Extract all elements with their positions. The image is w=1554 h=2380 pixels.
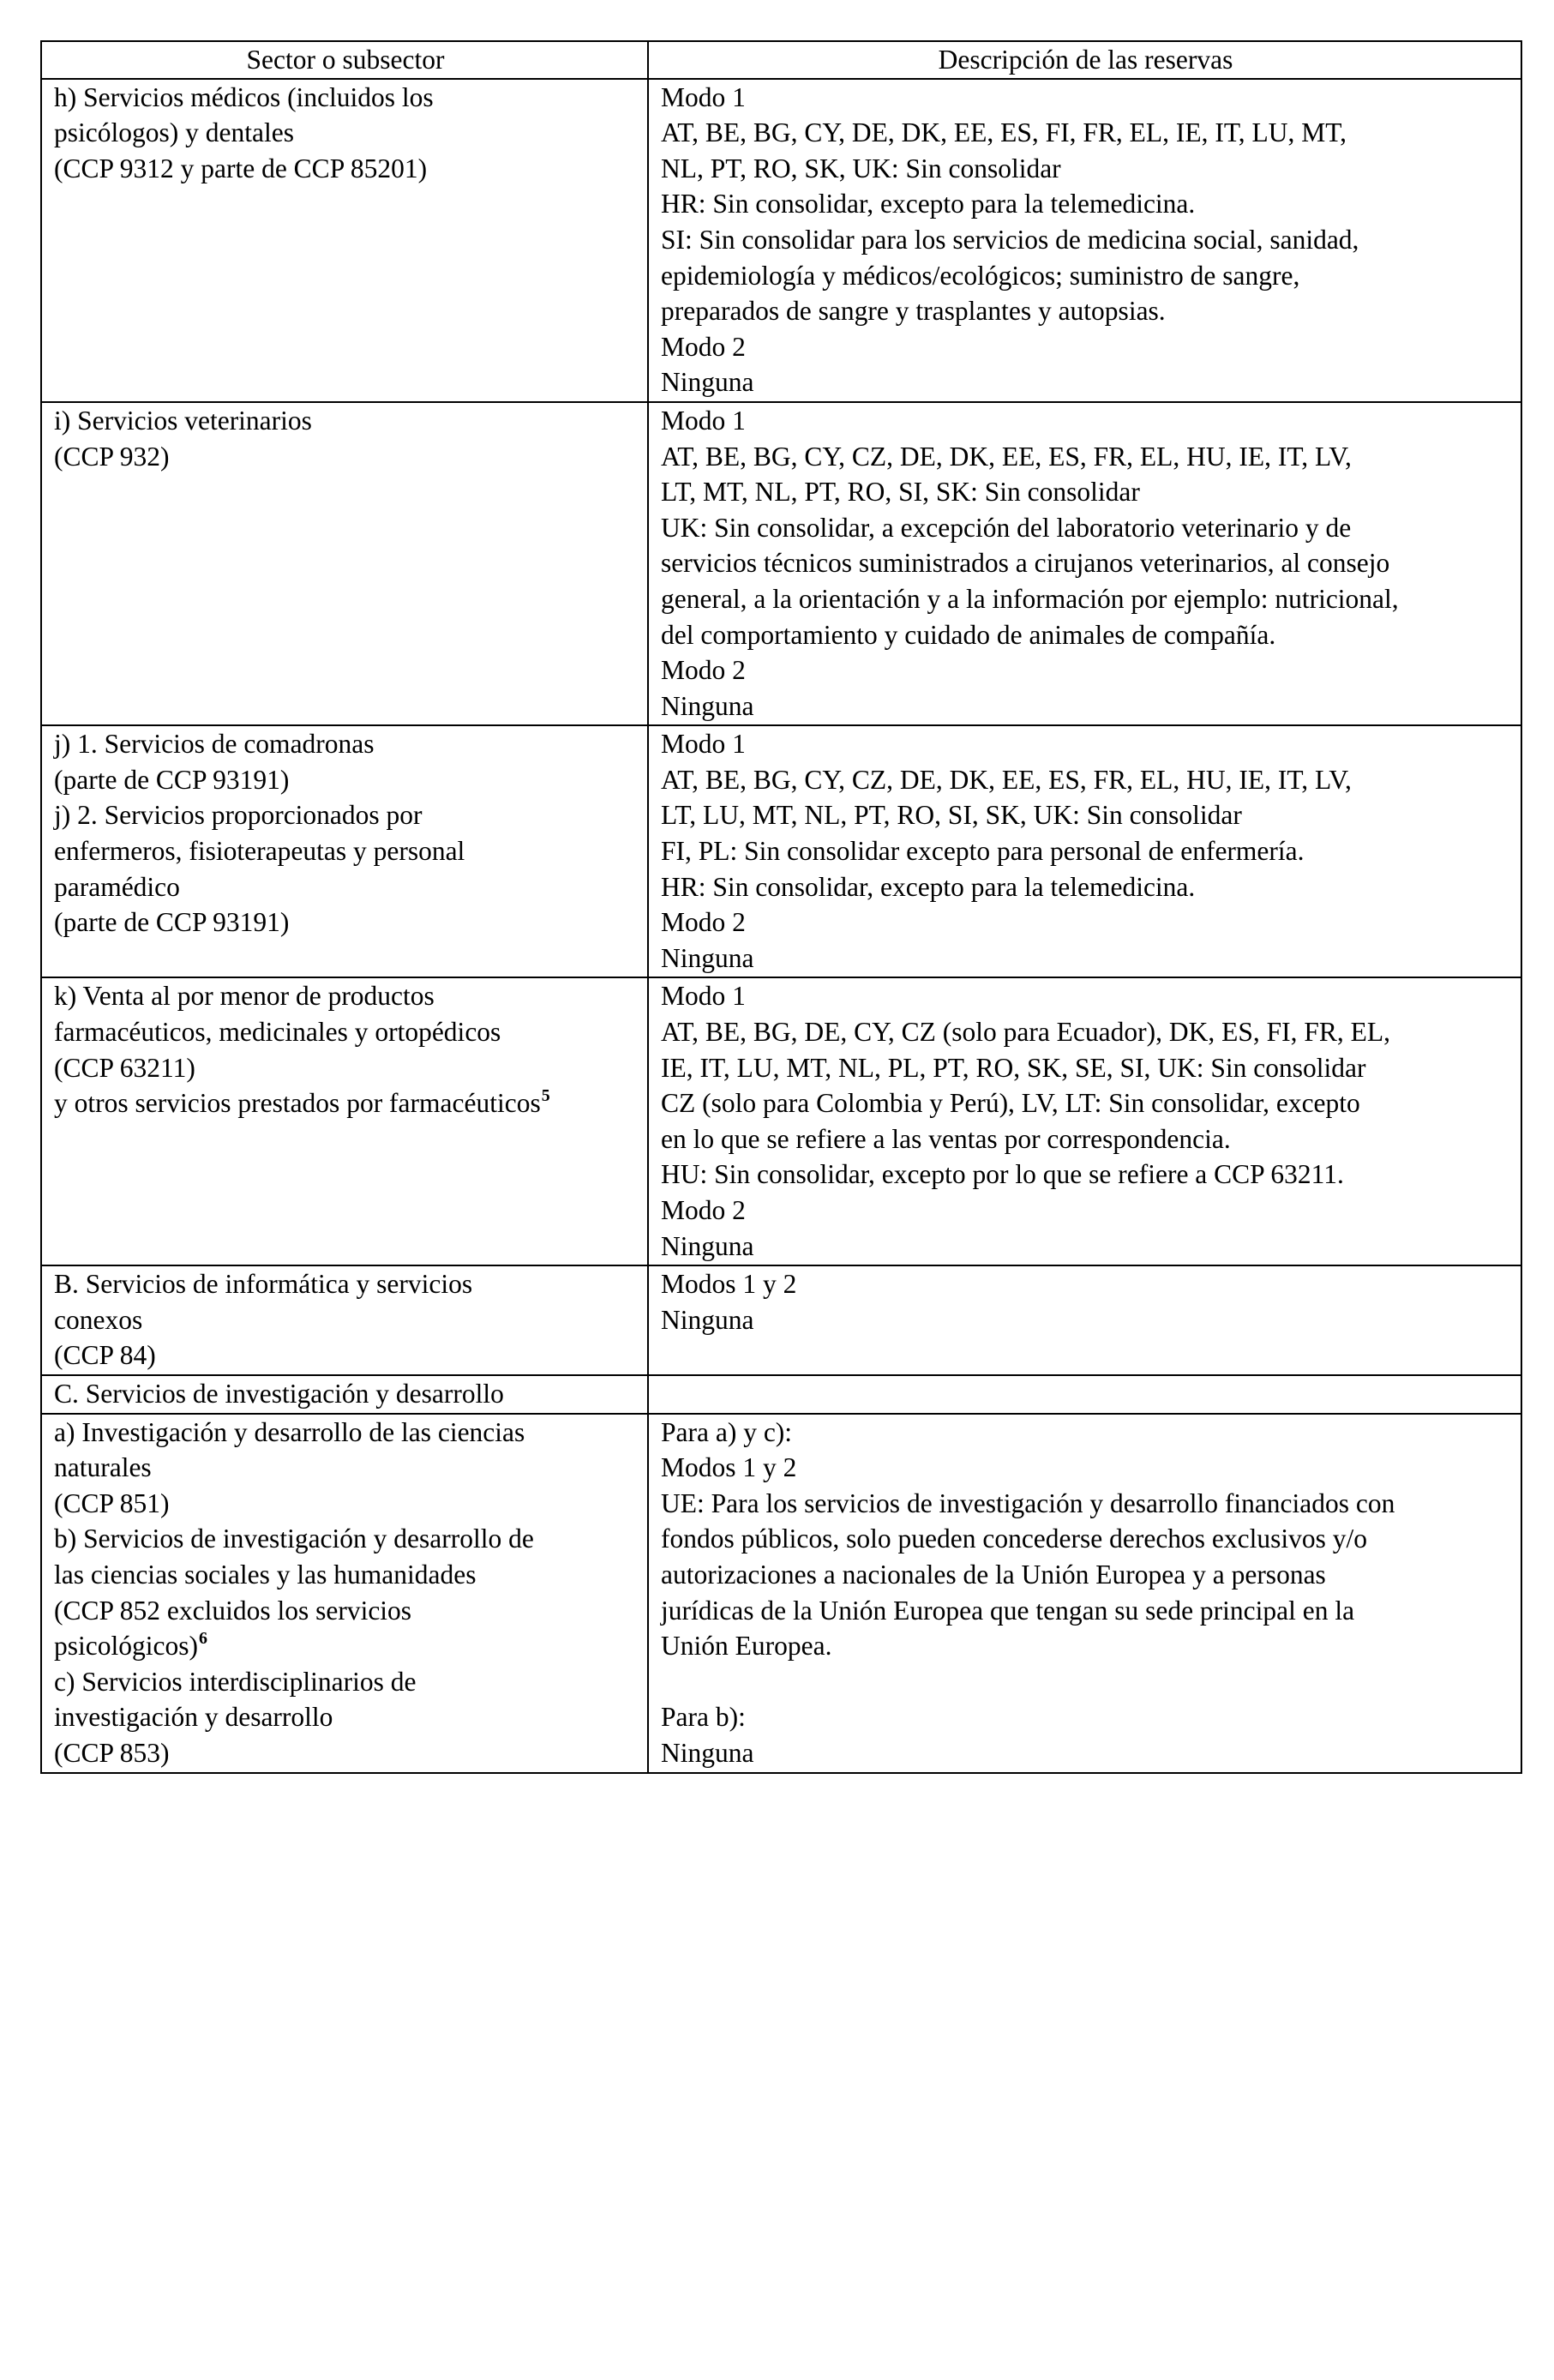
paragraph-spacer (661, 1664, 1510, 1700)
description-line: LT, MT, NL, PT, RO, SI, SK: Sin consolidar (661, 477, 1140, 508)
description-line: autorizaciones a nacionales de la Unión Europea y a personas (661, 1559, 1326, 1590)
description-line: Ninguna (661, 1230, 754, 1261)
description-line: AT, BE, BG, CY, DE, DK, EE, ES, FI, FR, EL, IE, IT, LU, MT, (661, 117, 1347, 148)
table-row-veterinary-services (41, 402, 1521, 725)
sector-line: (parte de CCP 93191) (54, 907, 290, 938)
sector-line: (parte de CCP 93191) (54, 764, 290, 795)
description-cell (648, 79, 1521, 402)
table-row-research-services (41, 1414, 1521, 1773)
sector-line: B. Servicios de informática y servicios (54, 1269, 473, 1300)
description-cell (648, 977, 1521, 1265)
sector-cell (41, 1414, 648, 1773)
description-line: Modo 2 (661, 655, 746, 686)
table-row-computer-services (41, 1265, 1521, 1375)
sector-line: (CCP 63211) (54, 1052, 195, 1083)
description-line: IE, IT, LU, MT, NL, PL, PT, RO, SK, SE, SI, UK: Sin consolidar (661, 1052, 1366, 1083)
description-line: AT, BE, BG, CY, CZ, DE, DK, EE, ES, FR, EL, HU, IE, IT, LV, (661, 441, 1352, 472)
description-cell-empty (648, 1375, 1521, 1414)
sector-line: farmacéuticos, medicinales y ortopédicos (54, 1017, 501, 1048)
sector-line: las ciencias sociales y las humanidades (54, 1559, 477, 1590)
description-line: HU: Sin consolidar, excepto por lo que se refiere a CCP 63211. (661, 1159, 1344, 1190)
description-line: Modo 2 (661, 331, 746, 362)
description-line: jurídicas de la Unión Europea que tengan su sede principal en la (661, 1595, 1355, 1626)
description-line: Modos 1 y 2 (661, 1269, 797, 1300)
description-line: Ninguna (661, 1304, 754, 1335)
sector-cell (41, 402, 648, 725)
footnote-marker: 6 (198, 1629, 207, 1649)
table-row-medical-services (41, 79, 1521, 402)
sector-line-text: y otros servicios prestados por farmacéuticos (54, 1088, 541, 1119)
header-sector: Sector o subsector (41, 41, 648, 79)
description-line: en lo que se refiere a las ventas por correspondencia. (661, 1123, 1231, 1154)
table-row-pharmaceutical-retail (41, 977, 1521, 1265)
reservations-table (40, 40, 1522, 1774)
sector-line: investigación y desarrollo (54, 1702, 333, 1733)
sector-line: psicólogos) y dentales (54, 117, 294, 148)
sector-cell (41, 1265, 648, 1375)
description-line: NL, PT, RO, SK, UK: Sin consolidar (661, 153, 1061, 183)
sector-line: (CCP 853) (54, 1737, 170, 1768)
description-line: Ninguna (661, 942, 754, 973)
sector-line: a) Investigación y desarrollo de las ciencias (54, 1416, 525, 1447)
sector-line: (CCP 852 excluidos los servicios (54, 1595, 412, 1626)
header-description: Descripción de las reservas (648, 41, 1521, 79)
sector-line: conexos (54, 1304, 143, 1335)
description-line: del comportamiento y cuidado de animales de compañía. (661, 619, 1276, 650)
description-line: UK: Sin consolidar, a excepción del laboratorio veterinario y de (661, 512, 1352, 543)
description-line: LT, LU, MT, NL, PT, RO, SI, SK, UK: Sin consolidar (661, 800, 1242, 831)
description-line: Modos 1 y 2 (661, 1452, 797, 1483)
description-line: AT, BE, BG, CY, CZ, DE, DK, EE, ES, FR, EL, HU, IE, IT, LV, (661, 764, 1352, 795)
sector-line: b) Servicios de investigación y desarrollo de (54, 1524, 534, 1554)
sector-line: naturales (54, 1452, 152, 1483)
description-line: Para a) y c): (661, 1416, 793, 1447)
description-line: CZ (solo para Colombia y Perú), LV, LT: Sin consolidar, excepto (661, 1088, 1360, 1119)
sector-line: (CCP 84) (54, 1340, 156, 1371)
sector-line: paramédico (54, 871, 180, 902)
description-line: AT, BE, BG, DE, CY, CZ (solo para Ecuador), DK, ES, FI, FR, EL, (661, 1017, 1391, 1048)
description-line: Modo 1 (661, 729, 746, 760)
description-line: Modo 1 (661, 81, 746, 112)
sector-cell (41, 977, 648, 1265)
description-line: servicios técnicos suministrados a cirujanos veterinarios, al consejo (661, 548, 1390, 579)
sector-line: (CCP 932) (54, 441, 170, 472)
sector-line: (CCP 851) (54, 1488, 170, 1518)
description-line: SI: Sin consolidar para los servicios de medicina social, sanidad, (661, 224, 1359, 255)
description-cell (648, 1265, 1521, 1375)
footnote-marker: 5 (541, 1086, 550, 1106)
description-cell (648, 1414, 1521, 1773)
description-line: general, a la orientación y a la información por ejemplo: nutricional, (661, 583, 1399, 614)
sector-cell (41, 725, 648, 977)
sector-line: C. Servicios de investigación y desarrollo (54, 1378, 504, 1409)
sector-line: (CCP 9312 y parte de CCP 85201) (54, 153, 428, 183)
table-row-midwives-nurses (41, 725, 1521, 977)
sector-cell (41, 1375, 648, 1414)
sector-line (54, 1628, 637, 1664)
description-line: Modo 1 (661, 981, 746, 1012)
description-line: FI, PL: Sin consolidar excepto para personal de enfermería. (661, 836, 1305, 867)
description-line: UE: Para los servicios de investigación y desarrollo financiados con (661, 1488, 1395, 1518)
table-header-row (41, 41, 1521, 79)
description-line: Para b): (661, 1702, 746, 1733)
document-page (40, 40, 1521, 1774)
description-cell (648, 725, 1521, 977)
description-line: Modo 2 (661, 907, 746, 938)
description-line: Unión Europea. (661, 1631, 832, 1662)
sector-cell (41, 79, 648, 402)
description-cell (648, 402, 1521, 725)
sector-line-text: psicológicos) (54, 1631, 198, 1662)
sector-line: j) 2. Servicios proporcionados por (54, 800, 423, 831)
description-line: epidemiología y médicos/ecológicos; suministro de sangre, (661, 260, 1300, 291)
sector-line (54, 1085, 637, 1121)
sector-line: c) Servicios interdisciplinarios de (54, 1666, 417, 1697)
description-line: fondos públicos, solo pueden concederse derechos exclusivos y/o (661, 1524, 1368, 1554)
sector-line: h) Servicios médicos (incluidos los (54, 81, 434, 112)
description-line: HR: Sin consolidar, excepto para la telemedicina. (661, 871, 1196, 902)
description-line: HR: Sin consolidar, excepto para la telemedicina. (661, 189, 1196, 219)
description-line: Ninguna (661, 690, 754, 721)
table-row-research-heading (41, 1375, 1521, 1414)
sector-line: enfermeros, fisioterapeutas y personal (54, 836, 465, 867)
description-line: Ninguna (661, 1737, 754, 1768)
description-line: Ninguna (661, 367, 754, 398)
sector-line: j) 1. Servicios de comadronas (54, 729, 375, 760)
sector-line: i) Servicios veterinarios (54, 405, 312, 436)
description-line: preparados de sangre y trasplantes y autopsias. (661, 296, 1166, 327)
description-line: Modo 2 (661, 1195, 746, 1225)
description-line: Modo 1 (661, 405, 746, 436)
sector-line: k) Venta al por menor de productos (54, 981, 435, 1012)
